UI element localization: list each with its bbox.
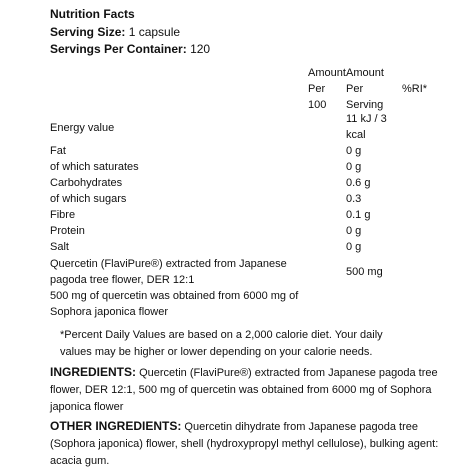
servings-per-container-label: Servings Per Container: bbox=[50, 42, 187, 56]
row-value-fat: 0 g bbox=[346, 145, 362, 157]
servings-per-container bbox=[50, 41, 210, 57]
servings-per-container-value: 120 bbox=[190, 42, 211, 56]
quercetin-label-line1: Quercetin (FlaviPure®) extracted from Japanese bbox=[50, 258, 287, 270]
energy-serving-line1: 11 kJ / 3 bbox=[346, 113, 387, 125]
row-label-fat: Fat bbox=[50, 145, 66, 157]
quercetin-label-line2: pagoda tree flower, DER 12:1 bbox=[50, 274, 195, 286]
row-label-sugars: of which sugars bbox=[50, 193, 127, 205]
serving-size bbox=[50, 24, 180, 40]
quercetin-serving-value: 500 mg bbox=[346, 266, 383, 278]
col-header-serving-line2: Per bbox=[346, 83, 364, 95]
other-ingredients-label: OTHER INGREDIENTS: bbox=[50, 419, 182, 433]
row-label-fibre: Fibre bbox=[50, 209, 76, 221]
row-value-protein: 0 g bbox=[346, 225, 362, 237]
other-ingredients-section bbox=[50, 418, 440, 470]
row-label-carbohydrates: Carbohydrates bbox=[50, 177, 123, 189]
col-header-serving-line1: Amount bbox=[346, 67, 384, 79]
serving-size-value: 1 capsule bbox=[128, 25, 181, 39]
quercetin-label-line4: Sophora japonica flower bbox=[50, 306, 169, 318]
footnote-line1: *Percent Daily Values are based on a 2,000 calorie diet. Your daily bbox=[60, 329, 383, 341]
row-value-salt: 0 g bbox=[346, 241, 362, 253]
col-header-ri: %RI* bbox=[402, 83, 428, 95]
ingredients-text: Quercetin (FlaviPure®) extracted from Japanese pagoda tree flower, DER 12:1, 500 mg of quercetin was obtained from 6000 mg of Sophora japonica flower bbox=[50, 367, 438, 413]
row-value-sugars: 0.3 bbox=[346, 193, 362, 205]
serving-size-label: Serving Size: bbox=[50, 25, 126, 39]
panel-title: Nutrition Facts bbox=[50, 7, 135, 21]
col-header-serving-line3: Serving bbox=[346, 99, 384, 111]
daily-values-footnote bbox=[60, 327, 400, 361]
col-header-per100-line2: Per bbox=[308, 83, 326, 95]
col-header-per100-line3: 100 bbox=[308, 99, 327, 111]
col-header-per100-line1: Amount bbox=[308, 67, 346, 79]
row-label-saturates: of which saturates bbox=[50, 161, 139, 173]
other-ingredients-text: Quercetin dihydrate from Japanese pagoda tree (Sophora japonica) flower, shell (hydroxypropyl methyl cellulose), bulking agent: acacia gum. bbox=[50, 421, 439, 467]
row-value-carbohydrates: 0.6 g bbox=[346, 177, 371, 189]
energy-serving-line2: kcal bbox=[346, 129, 366, 141]
footnote-line2: values may be higher or lower depending on your calorie needs. bbox=[60, 346, 373, 358]
row-value-fibre: 0.1 g bbox=[346, 209, 371, 221]
quercetin-label-line3: 500 mg of quercetin was obtained from 6000 mg of bbox=[50, 290, 299, 302]
energy-label: Energy value bbox=[50, 122, 115, 134]
row-label-protein: Protein bbox=[50, 225, 85, 237]
ingredients-section bbox=[50, 364, 440, 416]
row-value-saturates: 0 g bbox=[346, 161, 362, 173]
row-label-salt: Salt bbox=[50, 241, 69, 253]
ingredients-label: INGREDIENTS: bbox=[50, 365, 137, 379]
